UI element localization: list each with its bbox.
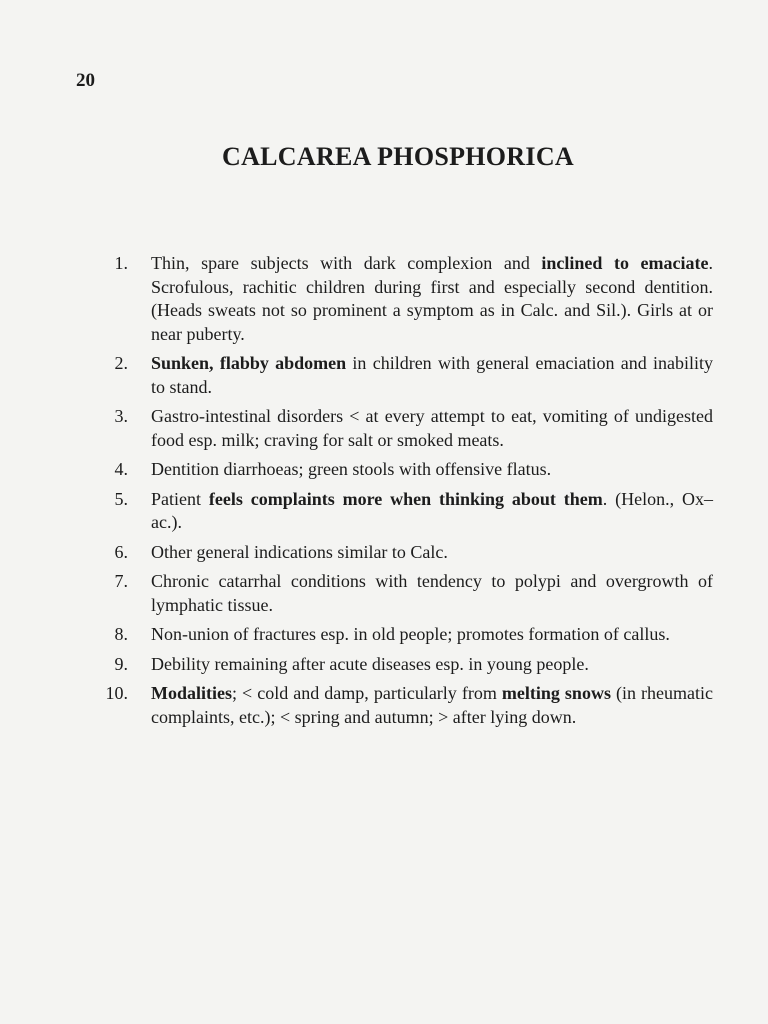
- list-item-text: [151, 488, 713, 535]
- list-item-number: 3.: [114, 406, 128, 426]
- body-text: (in rheumatic complaints, etc.); < spring and autumn; > after lying down.: [151, 683, 714, 727]
- indications-list: [0, 252, 768, 735]
- list-item-text: [151, 352, 713, 399]
- body-text: . Scrofulous, rachitic children during first and especially second dentition. (Heads sweats not so prominent a symptom as in Calc. and Sil.). Girls at or near puberty.: [151, 253, 714, 344]
- list-item-number: 10.: [105, 683, 128, 703]
- list-item-text: [151, 570, 713, 617]
- list-item-number: 6.: [114, 541, 128, 562]
- list-item-number: 7.: [114, 571, 128, 591]
- list-item: [0, 488, 768, 535]
- list-item-number: 4.: [114, 459, 128, 479]
- body-text: ; < cold and damp, particularly from: [232, 683, 502, 703]
- body-text: in children with general emaciation and inability to stand.: [151, 353, 713, 397]
- body-text: . (Helon., Ox–ac.).: [151, 488, 714, 532]
- list-item-number: 2.: [114, 353, 128, 373]
- body-text: Chronic catarrhal conditions with tendency to polypi and overgrowth of lymphatic tissue.: [151, 571, 713, 615]
- list-item-number: 9.: [114, 653, 128, 674]
- body-text: Dentition diarrhoeas; green stools with offensive flatus.: [151, 459, 552, 479]
- list-item-text: [151, 682, 713, 729]
- emphasis-text: inclined to emaciate: [541, 253, 709, 273]
- list-item: [0, 623, 768, 647]
- emphasis-text: Sunken, flabby abdomen: [151, 353, 347, 373]
- list-item: [0, 405, 768, 452]
- list-item: [0, 458, 768, 482]
- emphasis-text: feels complaints more when thinking about them: [208, 488, 603, 509]
- list-item-text: [151, 458, 713, 482]
- list-item-text: [151, 541, 713, 565]
- body-text: Thin, spare subjects with dark complexion and: [151, 253, 542, 273]
- body-text: Non-union of fractures esp. in old people; promotes formation of callus.: [151, 624, 670, 644]
- body-text: Gastro-intestinal disorders < at every attempt to eat, vomiting of undigested food esp. milk; craving for salt or smoked meats.: [151, 406, 713, 450]
- list-item: [0, 682, 768, 729]
- list-item-text: [151, 252, 713, 346]
- list-item: [0, 252, 768, 346]
- list-item: [0, 352, 768, 399]
- list-item-text: [151, 623, 713, 647]
- page-title: CALCAREA PHOSPHORICA: [222, 142, 574, 171]
- list-item-text: [151, 405, 713, 452]
- list-item-text: [151, 653, 713, 677]
- body-text: Patient: [151, 488, 209, 509]
- body-text: Debility remaining after acute diseases esp. in young people.: [151, 653, 589, 674]
- page-number: 20: [76, 70, 95, 91]
- list-item-number: 8.: [114, 624, 128, 644]
- emphasis-text: Modalities: [151, 683, 232, 703]
- list-item: [0, 541, 768, 565]
- list-item: [0, 653, 768, 677]
- emphasis-text: melting snows: [501, 683, 611, 703]
- list-item-number: 5.: [114, 488, 128, 509]
- list-item-number: 1.: [114, 253, 128, 273]
- body-text: Other general indications similar to Calc.: [151, 541, 448, 562]
- list-item: [0, 570, 768, 617]
